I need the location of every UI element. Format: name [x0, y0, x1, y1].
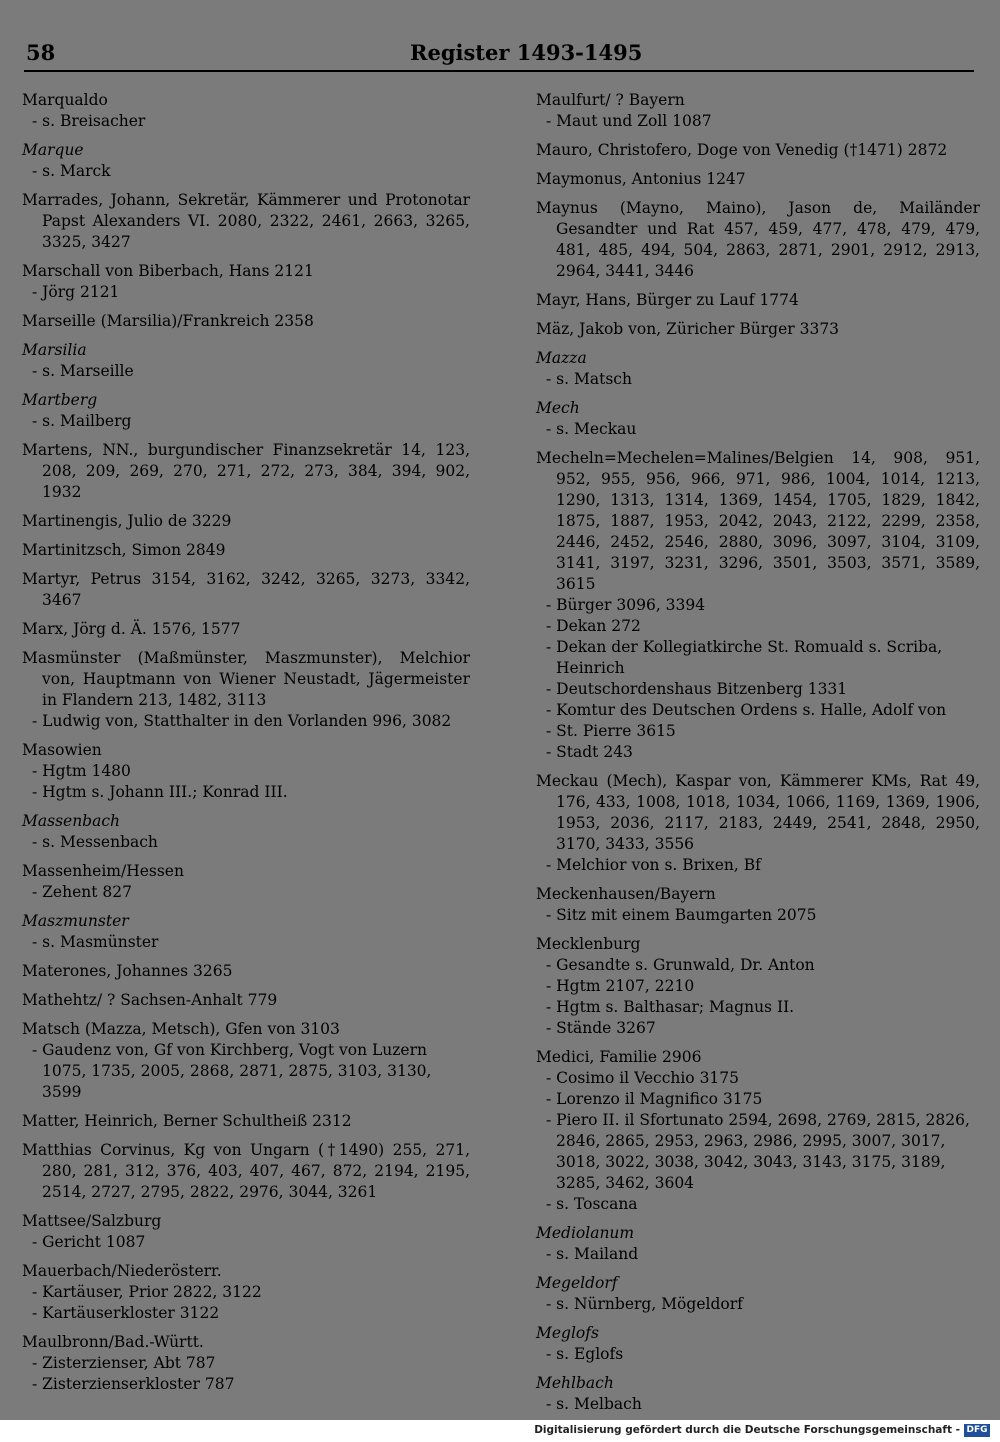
index-entry [20, 190, 470, 253]
entry-heading: Meglofs [536, 1324, 599, 1342]
entry-heading: Mauro, Christofero, Doge von Venedig (†1471) 2872 [536, 141, 948, 159]
entry-heading: Marrades, Johann, Sekretär, Kämmerer und Protonotar Papst Alexanders VI. 2080, 2322, 2461, 2663, 3265, 3325, 3427 [22, 191, 470, 251]
entry-subentry: - Dekan 272 [546, 617, 641, 635]
entry-subentry: - Stände 3267 [546, 1019, 656, 1037]
entry-subentry: - Hgtm 2107, 2210 [546, 977, 695, 995]
index-entry [534, 884, 980, 926]
index-entry [534, 90, 980, 132]
entry-subentry: - s. Melbach [546, 1395, 642, 1413]
entry-heading: Martinitzsch, Simon 2849 [22, 541, 226, 559]
entry-subentry: - s. Matsch [546, 370, 632, 388]
entry-heading: Maulfurt/ ? Bayern [536, 91, 685, 109]
entry-subentry: - s. Masmünster [32, 933, 159, 951]
index-entry [534, 198, 980, 282]
index-entry [534, 1273, 980, 1315]
entry-subentry: - s. Messenbach [32, 833, 158, 851]
index-entry [20, 540, 470, 561]
entry-heading: Medici, Familie 2906 [536, 1048, 702, 1066]
entry-heading: Marseille (Marsilia)/Frankreich 2358 [22, 312, 314, 330]
entry-heading: Masowien [22, 741, 102, 759]
index-entry [534, 448, 980, 763]
entry-heading: Martyr, Petrus 3154, 3162, 3242, 3265, 3273, 3342, 3467 [22, 570, 470, 609]
entry-heading: Mattsee/Salzburg [22, 1212, 162, 1230]
index-entry [20, 340, 470, 382]
index-entry [534, 348, 980, 390]
entry-subentry: - Gesandte s. Grunwald, Dr. Anton [546, 956, 815, 974]
entry-heading: Martberg [22, 391, 98, 409]
entry-heading: Marqualdo [22, 91, 108, 109]
entry-subentry: - Gericht 1087 [32, 1233, 146, 1251]
index-entry [20, 740, 470, 803]
index-entry [20, 1261, 470, 1324]
entry-subentry: - Jörg 2121 [32, 283, 120, 301]
index-entry [534, 1223, 980, 1265]
entry-heading: Massenheim/Hessen [22, 862, 184, 880]
index-entry [20, 90, 470, 132]
index-entry [20, 390, 470, 432]
index-entry [534, 1323, 980, 1365]
entry-heading: Meckau (Mech), Kaspar von, Kämmerer KMs, Rat 49, 176, 433, 1008, 1018, 1034, 1066, 1169, 1369, 1906, 1953, 2036, 2117, 2183, 2449, 2541, 2848, 2950, 3170, 3433, 3556 [536, 772, 980, 853]
entry-heading: Maszmunster [22, 912, 129, 930]
index-entry [20, 911, 470, 953]
entry-heading: Masmünster (Maßmünster, Maszmunster), Melchior von, Hauptmann von Wiener Neustadt, Jägermeister in Flandern 213, 1482, 3113 [22, 649, 470, 709]
index-entry [20, 140, 470, 182]
entry-heading: Megeldorf [536, 1274, 618, 1292]
entry-heading: Matsch (Mazza, Metsch), Gfen von 3103 [22, 1020, 340, 1038]
index-entry [20, 440, 470, 503]
entry-subentry: - Sitz mit einem Baumgarten 2075 [546, 906, 817, 924]
index-entry [534, 398, 980, 440]
index-entry [20, 861, 470, 903]
entry-heading: Marschall von Biberbach, Hans 2121 [22, 262, 314, 280]
index-entry [534, 934, 980, 1039]
page-title: Register 1493-1495 [410, 40, 643, 65]
index-entry [534, 169, 980, 190]
entry-subentry: - Hgtm s. Balthasar; Magnus II. [546, 998, 795, 1016]
index-entry [534, 140, 980, 161]
footer-bar [0, 1420, 1000, 1442]
entry-heading: Matthias Corvinus, Kg von Ungarn (†1490) 255, 271, 280, 281, 312, 376, 403, 407, 467, 872, 2194, 2195, 2514, 2727, 2795, 2822, 2976, 3044, 3261 [22, 1141, 470, 1201]
entry-subentry: - Bürger 3096, 3394 [546, 596, 706, 614]
entry-subentry: - Piero II. il Sfortunato 2594, 2698, 2769, 2815, 2826, 2846, 2865, 2953, 2963, 2986, 2995, 3007, 3017, 3018, 3022, 3038, 3042, 3043, 3143, 3175, 3189, 3285, 3462, 3604 [546, 1111, 970, 1192]
entry-subentry: - Kartäuser, Prior 2822, 3122 [32, 1283, 262, 1301]
entry-heading: Maynus (Mayno, Maino), Jason de, Mailänder Gesandter und Rat 457, 459, 477, 478, 479, 479, 481, 485, 494, 504, 2863, 2871, 2901, 2912, 2913, 2964, 3441, 3446 [536, 199, 980, 280]
index-entry [534, 1047, 980, 1215]
entry-subentry: - Cosimo il Vecchio 3175 [546, 1069, 740, 1087]
index-entry [20, 1111, 470, 1132]
entry-heading: Maulbronn/Bad.-Württ. [22, 1333, 204, 1351]
entry-subentry: - s. Nürnberg, Mögeldorf [546, 1295, 743, 1313]
entry-subentry: - Zisterzienser, Abt 787 [32, 1354, 216, 1372]
entry-subentry: - s. Marck [32, 162, 111, 180]
entry-subentry: - Gaudenz von, Gf von Kirchberg, Vogt von Luzern 1075, 1735, 2005, 2868, 2871, 2875, 3103, 3130, 3599 [32, 1041, 432, 1101]
entry-heading: Mech [536, 399, 580, 417]
entry-heading: Mecklenburg [536, 935, 641, 953]
entry-subentry: - Zisterzienserkloster 787 [32, 1375, 235, 1393]
index-entry [20, 511, 470, 532]
entry-heading: Marsilia [22, 341, 87, 359]
dfg-logo: DFG [964, 1424, 990, 1437]
page-header [24, 40, 974, 72]
entry-heading: Martinengis, Julio de 3229 [22, 512, 232, 530]
page-number: 58 [26, 40, 56, 65]
entry-subentry: - Melchior von s. Brixen, Bf [546, 856, 761, 874]
entry-subentry: - s. Eglofs [546, 1345, 624, 1363]
entry-heading: Mayr, Hans, Bürger zu Lauf 1774 [536, 291, 799, 309]
entry-subentry: - s. Mailand [546, 1245, 639, 1263]
index-entry [534, 319, 980, 340]
index-entry [534, 771, 980, 876]
entry-heading: Mathehtz/ ? Sachsen-Anhalt 779 [22, 991, 278, 1009]
index-entry [20, 311, 470, 332]
entry-subentry: - Stadt 243 [546, 743, 633, 761]
entry-subentry: - Maut und Zoll 1087 [546, 112, 712, 130]
entry-subentry: - Hgtm 1480 [32, 762, 131, 780]
entry-heading: Marx, Jörg d. Ä. 1576, 1577 [22, 620, 241, 638]
entry-heading: Mazza [536, 349, 587, 367]
entry-subentry: - Zehent 827 [32, 883, 132, 901]
entry-heading: Mecheln=Mechelen=Malines/Belgien 14, 908, 951, 952, 955, 956, 966, 971, 986, 1004, 1014, 1213, 1290, 1313, 1314, 1369, 1454, 1705, 1829, 1842, 1875, 1887, 1953, 2042, 2043, 2122, 2299, 2358, 2446, 2452, 2546, 2880, 3096, 3097, 3104, 3109, 3141, 3197, 3231, 3296, 3501, 3503, 3571, 3589, 3615 [536, 449, 980, 593]
entry-heading: Maymonus, Antonius 1247 [536, 170, 746, 188]
index-entry [20, 1019, 470, 1103]
entry-subentry: - Ludwig von, Statthalter in den Vorlanden 996, 3082 [32, 712, 452, 730]
index-entry [20, 569, 470, 611]
entry-heading: Mehlbach [536, 1374, 614, 1392]
entry-heading: Mauerbach/Niederösterr. [22, 1262, 222, 1280]
entry-subentry: - Deutschordenshaus Bitzenberg 1331 [546, 680, 848, 698]
entry-heading: Marque [22, 141, 84, 159]
index-entry [20, 1140, 470, 1203]
index-entry [20, 1211, 470, 1253]
register-column-left [20, 90, 470, 1403]
entry-subentry: - s. Toscana [546, 1195, 638, 1213]
index-entry [20, 811, 470, 853]
entry-heading: Mediolanum [536, 1224, 635, 1242]
index-entry [20, 1332, 470, 1395]
index-entry [20, 990, 470, 1011]
entry-heading: Mäz, Jakob von, Züricher Bürger 3373 [536, 320, 840, 338]
entry-heading: Martens, NN., burgundischer Finanzsekretär 14, 123, 208, 209, 269, 270, 271, 272, 273, 384, 394, 902, 1932 [22, 441, 470, 501]
index-entry [20, 619, 470, 640]
entry-heading: Matter, Heinrich, Berner Schultheiß 2312 [22, 1112, 352, 1130]
index-entry [20, 961, 470, 982]
footer-credit: Digitalisierung gefördert durch die Deutsche Forschungsgemeinschaft - [534, 1424, 960, 1436]
register-column-right [534, 90, 980, 1423]
entry-subentry: - Kartäuserkloster 3122 [32, 1304, 220, 1322]
index-entry [534, 290, 980, 311]
index-entry [20, 261, 470, 303]
entry-subentry: - Komtur des Deutschen Ordens s. Halle, Adolf von [546, 701, 947, 719]
index-entry [534, 1373, 980, 1415]
entry-subentry: - s. Mailberg [32, 412, 132, 430]
index-entry [20, 648, 470, 732]
entry-subentry: - Hgtm s. Johann III.; Konrad III. [32, 783, 288, 801]
entry-heading: Meckenhausen/Bayern [536, 885, 716, 903]
entry-heading: Materones, Johannes 3265 [22, 962, 233, 980]
entry-heading: Massenbach [22, 812, 121, 830]
entry-subentry: - s. Marseille [32, 362, 134, 380]
entry-subentry: - St. Pierre 3615 [546, 722, 676, 740]
entry-subentry: - Lorenzo il Magnifico 3175 [546, 1090, 763, 1108]
entry-subentry: - s. Breisacher [32, 112, 146, 130]
entry-subentry: - Dekan der Kollegiatkirche St. Romuald s. Scriba, Heinrich [546, 638, 943, 677]
entry-subentry: - s. Meckau [546, 420, 637, 438]
